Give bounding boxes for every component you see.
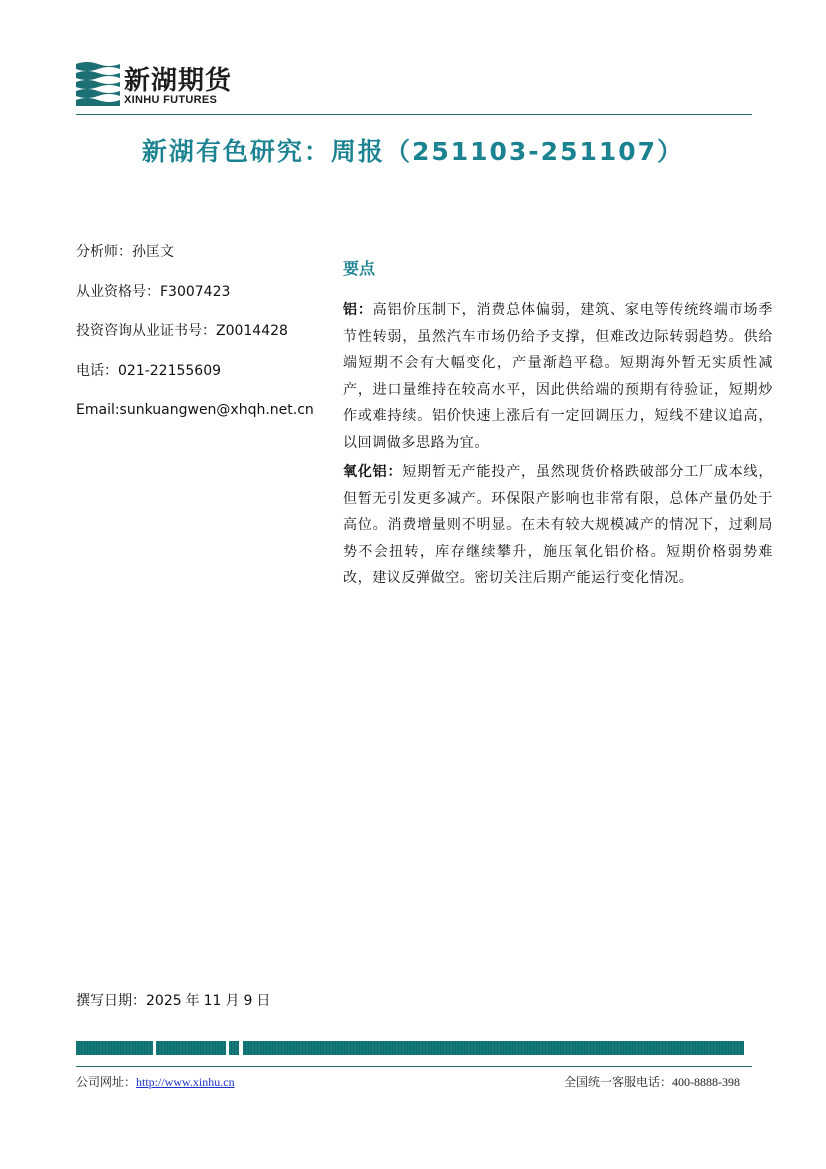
footer-bar-segment — [156, 1041, 226, 1055]
date-year-unit: 年 — [185, 993, 200, 1009]
date-day-unit: 日 — [256, 993, 271, 1009]
date-month: 11 — [203, 993, 222, 1009]
report-title-main: 新湖有色研究：周报 — [141, 137, 385, 166]
footer-bar-segment — [76, 1041, 153, 1055]
alumina-text: 短期暂无产能投产，虽然现货价格跌破部分工厂成本线，但暂无引发更多减产。环保限产影响也非常有限，总体产量仍处于高位。消费增量则不明显。在未有较大规模减产的情况下，过剩局势不会扭转，库存继续攀升，施压氧化铝价格。短期价格弱势难改，建议反弹做空。密切关注后期产能运行变化情况。 — [343, 464, 773, 586]
aluminum-text: 高铝价压制下，消费总体偏弱，建筑、家电等传统终端市场季节性转弱，虽然汽车市场仍给予支撑，但难改边际转弱趋势。供给端短期不会有大幅变化，产量渐趋平稳。短期海外暂无实质性减产，进口量维持在较高水平，因此供给端的预期有待验证，短期炒作或难持续。铝价快速上涨后有一定回调压力，短线不建议追高，以回调做多思路为宜。 — [343, 302, 773, 451]
aluminum-paragraph — [343, 297, 773, 456]
aluminum-label: 铝： — [343, 302, 373, 318]
date-label: 撰写日期： — [76, 993, 146, 1009]
footer-hotline: 全国统一客服电话：400-8888-398 — [564, 1075, 740, 1089]
analyst-name: 分析师：孙匡文 — [76, 244, 174, 260]
date-year: 2025 — [146, 993, 182, 1009]
logo-wave-icon — [76, 60, 120, 108]
alumina-paragraph — [343, 459, 773, 592]
logo-english-text: XINHU FUTURES — [124, 94, 218, 106]
header-divider — [76, 114, 752, 115]
report-title — [0, 132, 826, 168]
date-day: 9 — [243, 993, 253, 1009]
company-logo — [76, 60, 246, 108]
alumina-label: 氧化铝： — [343, 464, 403, 480]
key-points-section — [343, 256, 773, 595]
report-title-period: （251103-251107） — [384, 137, 685, 166]
footer-divider — [76, 1066, 752, 1067]
footer-website — [76, 1073, 235, 1090]
analyst-phone: 电话：021-22155609 — [76, 362, 222, 379]
logo-chinese-text: 新湖期货 — [124, 66, 233, 96]
website-link[interactable]: http://www.xinhu.cn — [136, 1075, 235, 1089]
footer-bar-segment — [229, 1041, 239, 1055]
writing-date — [76, 990, 274, 1010]
date-month-unit: 月 — [225, 993, 240, 1009]
key-points-heading: 要点 — [343, 259, 376, 278]
website-label: 公司网址： — [76, 1075, 137, 1089]
analyst-license: 从业资格号：F3007423 — [76, 283, 231, 300]
footer-bar-segment — [243, 1041, 744, 1055]
analyst-info — [76, 242, 314, 440]
footer-decorative-bar — [76, 1041, 744, 1055]
analyst-email: Email:sunkuangwen@xhqh.net.cn — [76, 402, 314, 418]
analyst-consult-cert: 投资咨询从业证书号：Z0014428 — [76, 323, 288, 339]
